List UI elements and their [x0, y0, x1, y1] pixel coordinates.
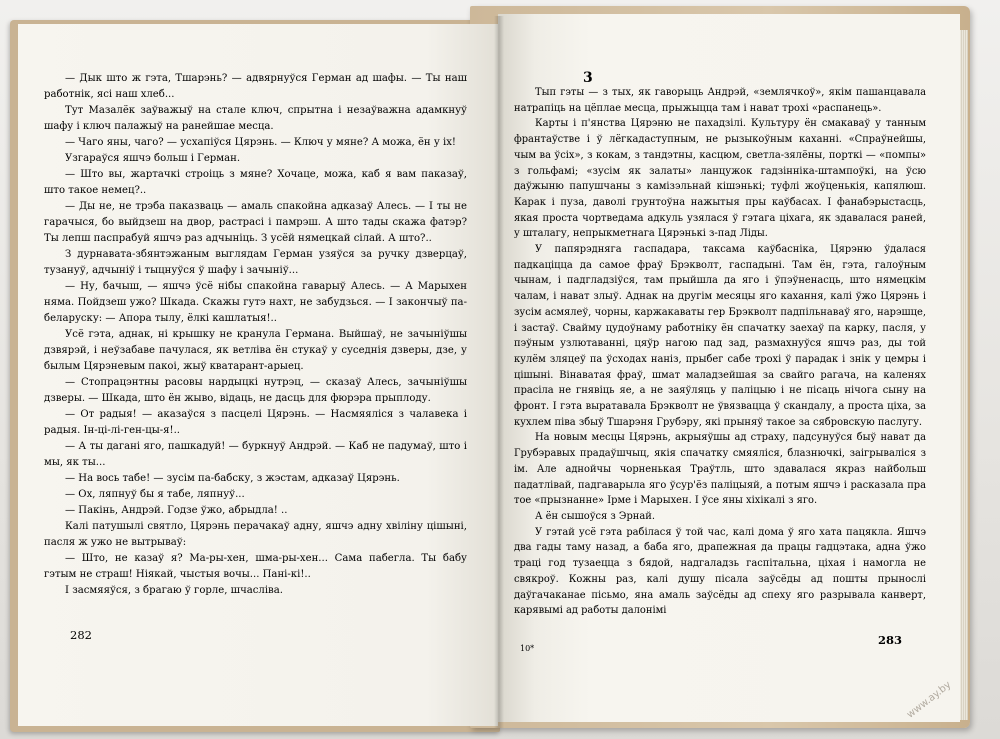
paragraph: Калі патушылі святло, Цярэнь перачакаў адну, яшчэ адну хвіліну цішыні, пасля ж ужо не вытрываў:	[44, 521, 467, 548]
paragraph: — Чаго яны, чаго? — усхапіўся Цярэнь. — Ключ у мяне? А можа, ён у іх!	[65, 137, 456, 148]
paragraph: — Што вы, жартачкі строіць з мяне? Хочаце, можа, каб я вам паказаў, што такое немец?..	[44, 169, 467, 196]
paragraph: — А ты дагані яго, пашкадуй! — буркнуў Андрэй. — Каб не падумаў, што і мы, як ты...	[44, 441, 467, 468]
paragraph: Тып гэты — з тых, як гаворыць Андрэй, «землячкоў», якім пашанцавала натрапіць на цёплае месца, прыжыцца там і нават трохі «распанець».	[514, 87, 926, 114]
paragraph: — От радыя! — аказаўся з пасцелі Цярэнь. — Насмяяліся з чалавека і радыя. Ін-ці-лі-ген-цы-я!..	[44, 409, 467, 436]
paragraph: Карты і п'янства Цярэню не пахадзілі. Культуру ён смакаваў у танным франтаўстве і ў лёгкадаступным, не рызыкоўным каханні. «Спраўнейшы, чым ва ўсіх», з кокам, з тандэтны, касцюм, светла-зялёны, порткі — «помпы» з гольфамі; «зусім як залаты» ланцужок гадзінніка-штампоўкі, на ўсю даўжыню папушчаны з камізэльнай кішэнькі; туфлі жоўценькія, капялюш. Карак і пуза, даволі грунтоўна нажытыя пры каўбасах. І фанабэрыстасць, якая проста чортведама адкуль узялася ў гэтага ціхага, як здавалася раней, у шталагу, непрыкметнага Цярэнькі з-пад Ліды.	[514, 118, 926, 240]
chapter-number: 3	[583, 70, 593, 86]
paragraph: — Ну, бачыш, — яшчэ ўсё нібы спакойна гаварыў Алесь. — А Марыхен няма. Пойдзеш ужо? Шкада. Скажы гутэ нахт, не забудзься. — І закончыў па-беларуску: — Апора тылу, ёлкі кашлатыя!..	[44, 281, 467, 324]
page-number-right: 283	[878, 633, 903, 647]
paragraph: На новым месцы Цярэнь, акрыяўшы ад страху, падсунуўся быў нават да Грубэравых прадаўшчыц, якія спачатку смяяліся, блазнючкі, заігрываліся з ім. Але аднойчы чорненькая Траўтль, што здавалася якраз найбольш падатлівай, падгаварыла яго ўсур'ёз паліцыяй, а потым яшчэ і расказала пра тое «прызнанне» Ірме і Марыхен. І ўсе яны хіхікалі з яго.	[514, 432, 926, 507]
right-page-text	[514, 85, 926, 619]
page-number-left: 282	[70, 628, 92, 642]
paragraph: — На вось табе! — зусім па-бабску, з жэстам, адказаў Цярэнь.	[65, 473, 400, 484]
paragraph: І засмяяўся, з брагаю ў горле, шчасліва.	[65, 585, 283, 596]
paragraph: З дурнавата-збянтэжаным выглядам Герман узяўся за ручку дзверцаў, тузануў, адчыніў і тыцнуўся ў шафу і зачыніў...	[44, 249, 467, 276]
paragraph: — Стопрацэнтны расовы нардыцкі нутрэц, — сказаў Алесь, зачыніўшы дзверы. — Шкада, што ён жыво, відаць, не дасць для фюрэра прыплоду.	[44, 377, 467, 404]
paragraph: — Ды не, не трэба паказваць — амаль спакойна адказаў Алесь. — І ты не гарачыся, бо выйдзеш на двор, растрасі і памрэш. А што тады скажа фатэр? Ты лепш паспрабуй яшчэ раз адчыніць. З усёй нямецкай сілай. А што?..	[44, 201, 467, 244]
paragraph: Тут Мазалёк заўважыў на стале ключ, спрытна і незаўважна адамкнуў шафу і ключ палажыў на ранейшае месца.	[44, 105, 467, 132]
paragraph: — Ох, ляпнуў бы я табе, ляпнуў...	[65, 489, 245, 500]
paragraph: Усё гэта, аднак, ні крышку не кранула Германа. Выйшаў, не зачыніўшы дзвярэй, і неўзабаве пачулася, як ветліва ён стукаў у суседнія дзверы, дзе, у былым Цярэневым пакоі, жыў кватарант-арыец.	[44, 329, 467, 372]
paragraph: У папярэдняга гаспадара, таксама каўбасніка, Цярэню ўдалася падкаціцца да самое фраў Брэкволт, гаспадыні. Там ён, гэта, галоўным чынам, і падгладзіўся, там прыйшла да яго і ўпэўненасць, што нямецкім чалам, і нават злыў. Аднак на другім месяцы яго кахання, калі ўжо Цярэнь і зусім асмялеў, чорны, каржакаваты гер Брэкволт падпільнаваў яго, нарэшце, і застаў. Свайму цудоўнаму работніку ён спачатку заехаў па карку, пасля, у пэўным узлютаванні, цяўр нагою пад зад, размахнуўся яшчэ раз, ды той кулём зляцеў па ўсходах наніз, прыбег сабе трохі ў парадак і знік у цемры і цішыні. Вінаватая фраў, шмат маладзейшая за свайго рагача, на каленях прасіла не гнявіць яе, а не заяўляць у паліцыю і не пісаць нічога сыну на фронт. І гэта выратавала Брэкволт не ўвязвацца ў скандалу, а проста ціха, за кухлем піва збыў Тшарэня Грубэру, які прыняў такое за сябровскую паслугу.	[514, 244, 926, 428]
watermark: www.ay.by	[905, 679, 954, 721]
left-page-text	[44, 71, 467, 599]
paragraph: Узгараўся яшчэ больш і Герман.	[65, 153, 241, 164]
signature-mark: 10*	[520, 644, 535, 653]
paragraph: — Дык што ж гэта, Тшарэнь? — адвярнуўся Герман ад шафы. — Ты наш работнік, ясі наш хлеб...	[44, 73, 467, 100]
paragraph: У гэтай усё гэта рабілася ў той час, калі дома ў яго хата пацякла. Яшчэ два гады таму назад, а баба яго, драпежная да працы гадцэтака, адна ўжо траці год тузаецца з бядой, надгаладзь гаспітальна, ціхая і намогла не свякроў. Кожны раз, калі душу пісала заўсёды ад пошты прынослі даўгачаканае пісьмо, яна амаль заўсёды ад спеху яго разрывала канверт, карявымі ад работы далонімі	[514, 526, 926, 617]
paragraph: — Што, не казаў я? Ма-ры-хен, шма-ры-хен... Сама пабегла. Ты бабу гэтым не страш! Ніякай, чыстыя вочы... Пані-кі!..	[44, 553, 467, 580]
paragraph: — Пакінь, Андрэй. Годзе ўжо, абрыдла! ..	[65, 505, 288, 516]
book-gutter	[494, 16, 504, 728]
paragraph: А ён сышоўся з Эрнай.	[535, 510, 655, 522]
